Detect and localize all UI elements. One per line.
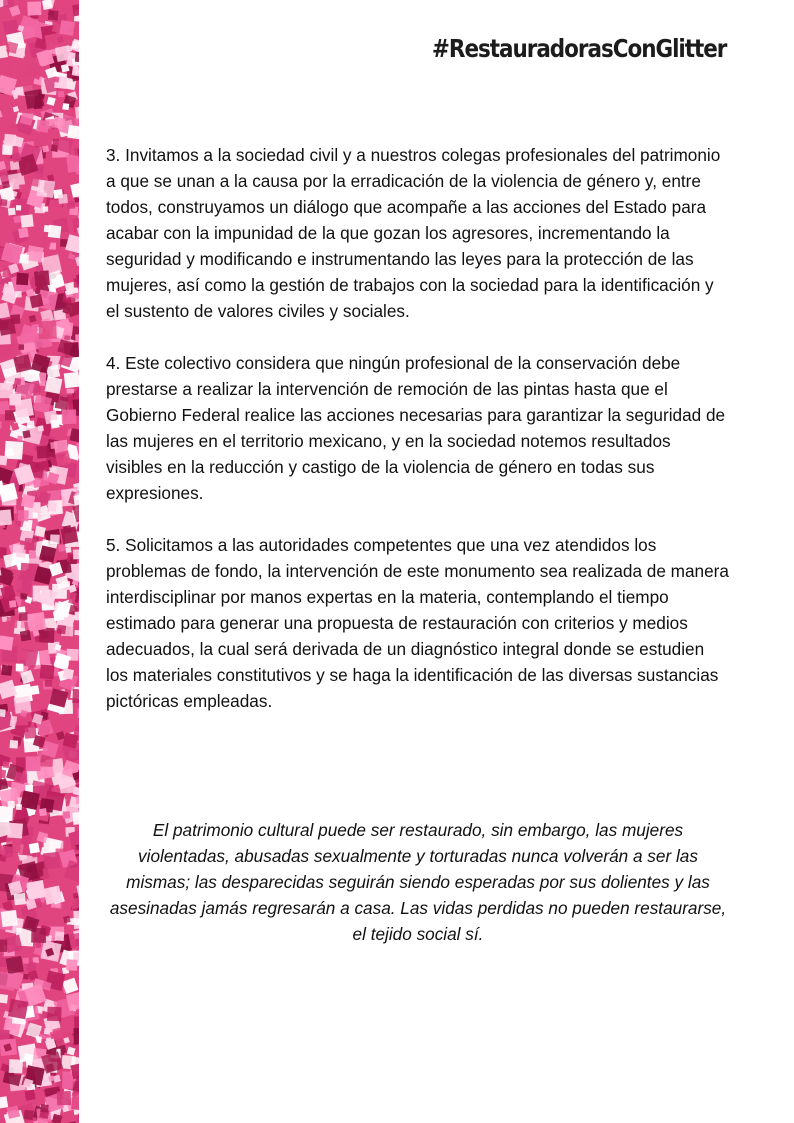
- glitter-square: [4, 134, 16, 146]
- glitter-square: [66, 173, 78, 185]
- glitter-square: [3, 0, 14, 7]
- glitter-square: [9, 1059, 23, 1073]
- glitter-square: [19, 344, 24, 349]
- glitter-square: [71, 1096, 79, 1111]
- glitter-square: [39, 628, 54, 643]
- glitter-square: [42, 0, 53, 10]
- glitter-square: [38, 321, 56, 339]
- glitter-square: [19, 612, 28, 621]
- glitter-square: [29, 294, 43, 308]
- glitter-square: [78, 708, 79, 718]
- glitter-square: [60, 526, 78, 544]
- glitter-square: [24, 538, 37, 551]
- glitter-square: [66, 959, 77, 970]
- glitter-square: [33, 513, 38, 518]
- glitter-square: [0, 845, 5, 855]
- glitter-square: [64, 372, 79, 388]
- glitter-square: [58, 544, 65, 551]
- glitter-square: [16, 273, 29, 286]
- hashtag-title: #RestauradorasConGlitter: [431, 34, 726, 63]
- glitter-square: [23, 974, 29, 980]
- glitter-square: [40, 959, 52, 971]
- glitter-square: [6, 956, 24, 974]
- glitter-square: [16, 804, 22, 810]
- glitter-square: [55, 396, 69, 410]
- glitter-square: [43, 206, 48, 211]
- glitter-square: [0, 455, 7, 465]
- glitter-square: [5, 410, 15, 420]
- glitter-square: [0, 45, 8, 59]
- glitter-square: [26, 245, 43, 262]
- glitter-square: [48, 10, 59, 21]
- glitter-square: [47, 1007, 62, 1022]
- glitter-square: [37, 179, 56, 198]
- glitter-square: [44, 161, 66, 183]
- document-body: [106, 142, 730, 740]
- glitter-square: [40, 1104, 49, 1113]
- glitter-square: [65, 234, 79, 253]
- glitter-square: [0, 635, 14, 650]
- glitter-square: [42, 145, 49, 152]
- glitter-square: [23, 958, 29, 964]
- glitter-square: [63, 668, 74, 679]
- glitter-square: [8, 208, 16, 216]
- glitter-square: [2, 270, 10, 278]
- glitter-square: [10, 716, 17, 723]
- glitter-square: [72, 812, 79, 825]
- glitter-square: [62, 409, 77, 424]
- glitter-square: [0, 161, 6, 171]
- glitter-square: [58, 194, 68, 204]
- glitter-square: [29, 315, 37, 323]
- glitter-square: [72, 4, 79, 17]
- glitter-square: [0, 958, 6, 968]
- glitter-square: [34, 270, 50, 286]
- glitter-square: [18, 228, 29, 239]
- glitter-square: [23, 1110, 33, 1120]
- glitter-square: [47, 97, 56, 106]
- glitter-square: [36, 446, 49, 459]
- glitter-square: [29, 843, 40, 854]
- glitter-square: [73, 1028, 79, 1045]
- glitter-square: [50, 419, 59, 428]
- glitter-square: [20, 630, 31, 641]
- glitter-square: [44, 225, 51, 232]
- glitter-square: [40, 665, 55, 680]
- glitter-square: [14, 893, 26, 905]
- glitter-square: [9, 394, 21, 406]
- glitter-square: [17, 436, 23, 442]
- glitter-square: [29, 551, 37, 559]
- glitter-square: [55, 45, 72, 62]
- glitter-square: [74, 278, 79, 288]
- glitter-square: [67, 125, 79, 139]
- glitter-square: [13, 215, 21, 223]
- glitter-square: [26, 612, 46, 632]
- glitter-square: [24, 89, 44, 109]
- glitter-square: [72, 689, 79, 704]
- glitter-square: [36, 943, 42, 949]
- glitter-square: [19, 254, 29, 264]
- glitter-square: [24, 1090, 35, 1101]
- glitter-square: [1, 665, 12, 676]
- glitter-square: [0, 709, 6, 717]
- glitter-square: [7, 823, 23, 839]
- glitter-square: [24, 727, 36, 739]
- glitter-square: [3, 761, 10, 768]
- glitter-square: [0, 1096, 8, 1109]
- glitter-square: [76, 796, 79, 804]
- glitter-square: [37, 870, 43, 876]
- glitter-square: [10, 314, 20, 324]
- glitter-square: [16, 48, 25, 57]
- glitter-square: [0, 199, 8, 207]
- glitter-square: [59, 20, 75, 36]
- glitter-square: [8, 999, 28, 1019]
- glitter-square: [53, 139, 59, 145]
- glitter-square: [57, 1091, 71, 1105]
- glitter-square: [10, 740, 19, 749]
- glitter-square: [27, 1, 41, 15]
- glitter-square: [53, 610, 65, 622]
- glitter-square: [0, 509, 12, 526]
- glitter-square: [69, 897, 79, 910]
- paragraph-3: 3. Invitamos a la sociedad civil y a nuestros colegas profesionales del patrimonio a que se unan a la causa por la erradicación de la violencia de género y, entre todos, construyamos un diálogo que acompañe a las acciones del Estado para acabar con la impunidad de la que gozan los agresores, incrementando la seguridad y modificando e instrumentando las leyes para la protección de las mujeres, así como la gestión de trabajos con la sociedad para la identificación y el sustento de valores civiles y sociales.: [106, 145, 721, 321]
- glitter-square: [54, 816, 63, 825]
- glitter-square: [74, 612, 79, 621]
- glitter-square: [27, 421, 35, 429]
- glitter-square: [65, 547, 71, 553]
- glitter-square: [15, 291, 22, 298]
- glitter-square: [45, 119, 55, 129]
- glitter-square: [2, 144, 13, 155]
- paragraph-4: 4. Este colectivo considera que ningún profesional de la conservación debe prestarse a realizar la intervención de remoción de las pintas hasta que el Gobierno Federal realice las acciones necesarias para garantizar la seguridad de las mujeres en el territorio mexicano, y en la sociedad notemos resultados visibles en la reducción y castigo de la violencia de género en todas sus expresiones.: [106, 353, 726, 503]
- glitter-square: [0, 994, 8, 1004]
- glitter-square: [19, 184, 27, 192]
- glitter-square: [9, 600, 17, 608]
- glitter-square: [74, 630, 79, 636]
- glitter-square: [76, 1114, 79, 1123]
- glitter-square: [45, 376, 63, 394]
- glitter-square: [21, 494, 35, 508]
- glitter-square: [75, 256, 79, 266]
- glitter-square: [73, 549, 79, 559]
- glitter-square: [43, 885, 62, 904]
- glitter-pattern-image: [0, 0, 79, 1123]
- glitter-square: [67, 201, 75, 209]
- glitter-square: [45, 680, 52, 687]
- glitter-square: [55, 931, 65, 941]
- glitter-square: [20, 790, 40, 810]
- glitter-square: [58, 91, 64, 97]
- glitter-square: [16, 664, 24, 672]
- glitter-square: [26, 880, 46, 900]
- glitter-square: [1, 910, 18, 927]
- glitter-square: [43, 852, 60, 869]
- glitter-square: [53, 77, 59, 83]
- glitter-square: [39, 808, 47, 816]
- glitter-decoration-strip: [0, 0, 79, 1123]
- glitter-square: [16, 205, 21, 210]
- glitter-square: [14, 378, 21, 385]
- glitter-square: [0, 421, 2, 428]
- glitter-square: [20, 214, 33, 227]
- glitter-square: [22, 430, 30, 438]
- glitter-square: [7, 801, 14, 808]
- glitter-square: [63, 811, 70, 818]
- glitter-square: [47, 502, 57, 512]
- glitter-square: [76, 163, 79, 175]
- glitter-square: [17, 650, 28, 661]
- glitter-square: [72, 918, 79, 925]
- glitter-square: [6, 617, 17, 628]
- glitter-square: [62, 103, 69, 110]
- glitter-square: [57, 625, 66, 634]
- glitter-square: [26, 756, 41, 771]
- closing-quote: El patrimonio cultural puede ser restaurado, sin embargo, las mujeres violentadas, abusadas sexualmente y torturadas nunca volverán a ser las mismas; las desparecidas seguirán siendo esperadas por sus dolientes y las asesinadas jamás regresarán a casa. Las vidas perdidas no pueden restaurarse, el tejido social sí.: [109, 820, 727, 944]
- glitter-square: [0, 680, 17, 700]
- glitter-square: [18, 510, 29, 521]
- glitter-square: [13, 580, 22, 589]
- paragraph-5: 5. Solicitamos a las autoridades competentes que una vez atendidos los problemas de fondo, la intervención de este monumento sea realizada de manera interdisciplinar por manos expertas en la materia, contemplando el tiempo estimado para generar una propuesta de restauración con criterios y medios adecuados, la cual será derivada de un diagnóstico integral donde se estudien los materiales constitutivos y se haga la identificación de las diversas sustancias pictóricas empleadas.: [106, 535, 729, 711]
- glitter-square: [0, 939, 7, 952]
